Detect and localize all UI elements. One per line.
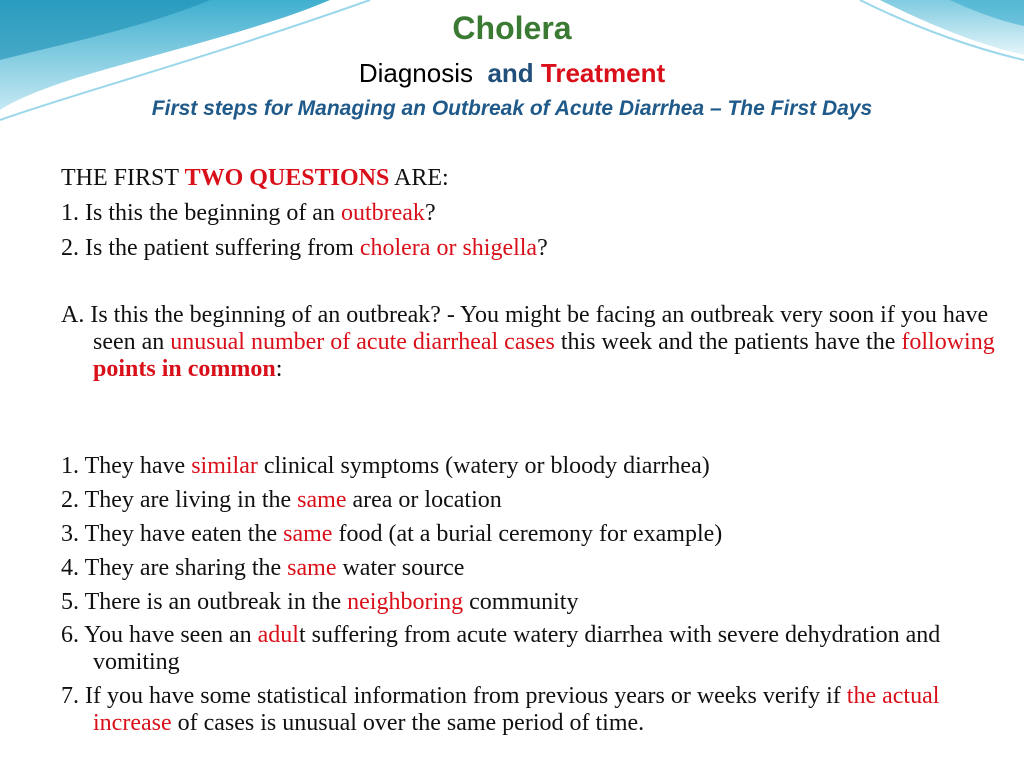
subtitle-treatment: Treatment	[540, 58, 666, 88]
subtitle-and: and	[487, 58, 534, 88]
point-text-end: water source	[336, 555, 465, 581]
heading-text-end: ARE:	[389, 165, 449, 191]
question-2-end: ?	[537, 235, 548, 261]
point-highlight: same	[283, 521, 333, 547]
point-item-7	[61, 683, 998, 737]
question-1	[61, 199, 436, 227]
question-2	[61, 234, 548, 262]
point-text: 5. There is an outbreak in the	[61, 589, 348, 615]
slide-title: Cholera	[452, 10, 572, 46]
section-a-text-2: this week and the patients have the	[554, 329, 902, 355]
section-a-colon: :	[275, 356, 283, 382]
two-questions-heading	[61, 164, 449, 192]
question-2-highlight: cholera or shigella	[359, 235, 538, 261]
point-text-end: t suffering from acute watery diarrhea with severe dehydration and vomiting	[93, 622, 941, 675]
question-2-text: 2. Is the patient suffering from	[61, 235, 360, 261]
point-text-end: of cases is unusual over the same period of time.	[171, 710, 645, 736]
point-highlight: same	[287, 555, 337, 581]
section-a-paragraph	[61, 302, 998, 383]
heading-highlight: TWO QUESTIONS	[184, 165, 390, 191]
point-item-2	[61, 486, 502, 514]
point-text: 7. If you have some statistical information from previous years or weeks verify if	[61, 683, 847, 709]
point-highlight: the actual increase	[93, 683, 940, 736]
slide-tagline: First steps for Managing an Outbreak of Acute Diarrhea – The First Days	[151, 97, 873, 120]
point-text: 4. They are sharing the	[61, 555, 288, 581]
point-text: 2. They are living in the	[61, 487, 298, 513]
point-item-3	[61, 520, 722, 548]
point-item-1	[61, 452, 710, 480]
question-1-text: 1. Is this the beginning of an	[61, 200, 341, 226]
section-a-highlight-points: points in common	[93, 356, 276, 382]
point-item-4	[61, 554, 464, 582]
section-a-text: A. Is this the beginning of an outbreak? - You might be facing an outbreak very soon if you have seen an	[61, 302, 989, 355]
section-a-highlight-cases: unusual number of acute diarrheal cases	[170, 329, 555, 355]
heading-text: THE FIRST	[61, 165, 185, 191]
point-text: 1. They have	[61, 453, 192, 479]
point-text-end: area or location	[346, 487, 502, 513]
slide-subtitle	[0, 57, 1024, 89]
point-highlight: neighboring	[347, 589, 464, 615]
question-1-highlight: outbreak	[340, 200, 425, 226]
question-1-end: ?	[424, 200, 436, 226]
subtitle-diagnosis: Diagnosis	[358, 58, 473, 88]
point-text-end: community	[463, 589, 579, 615]
section-a-highlight-following: following	[901, 329, 995, 355]
point-highlight: adul	[257, 622, 299, 648]
point-text-end: food (at a burial ceremony for example)	[332, 521, 723, 547]
point-text-end: clinical symptoms (watery or bloody diarrhea)	[257, 453, 710, 479]
point-item-6	[61, 622, 998, 676]
point-item-5	[61, 588, 578, 616]
point-highlight: similar	[191, 453, 258, 479]
point-highlight: same	[297, 487, 347, 513]
point-text: 6. You have seen an	[61, 622, 258, 648]
point-text: 3. They have eaten the	[61, 521, 284, 547]
